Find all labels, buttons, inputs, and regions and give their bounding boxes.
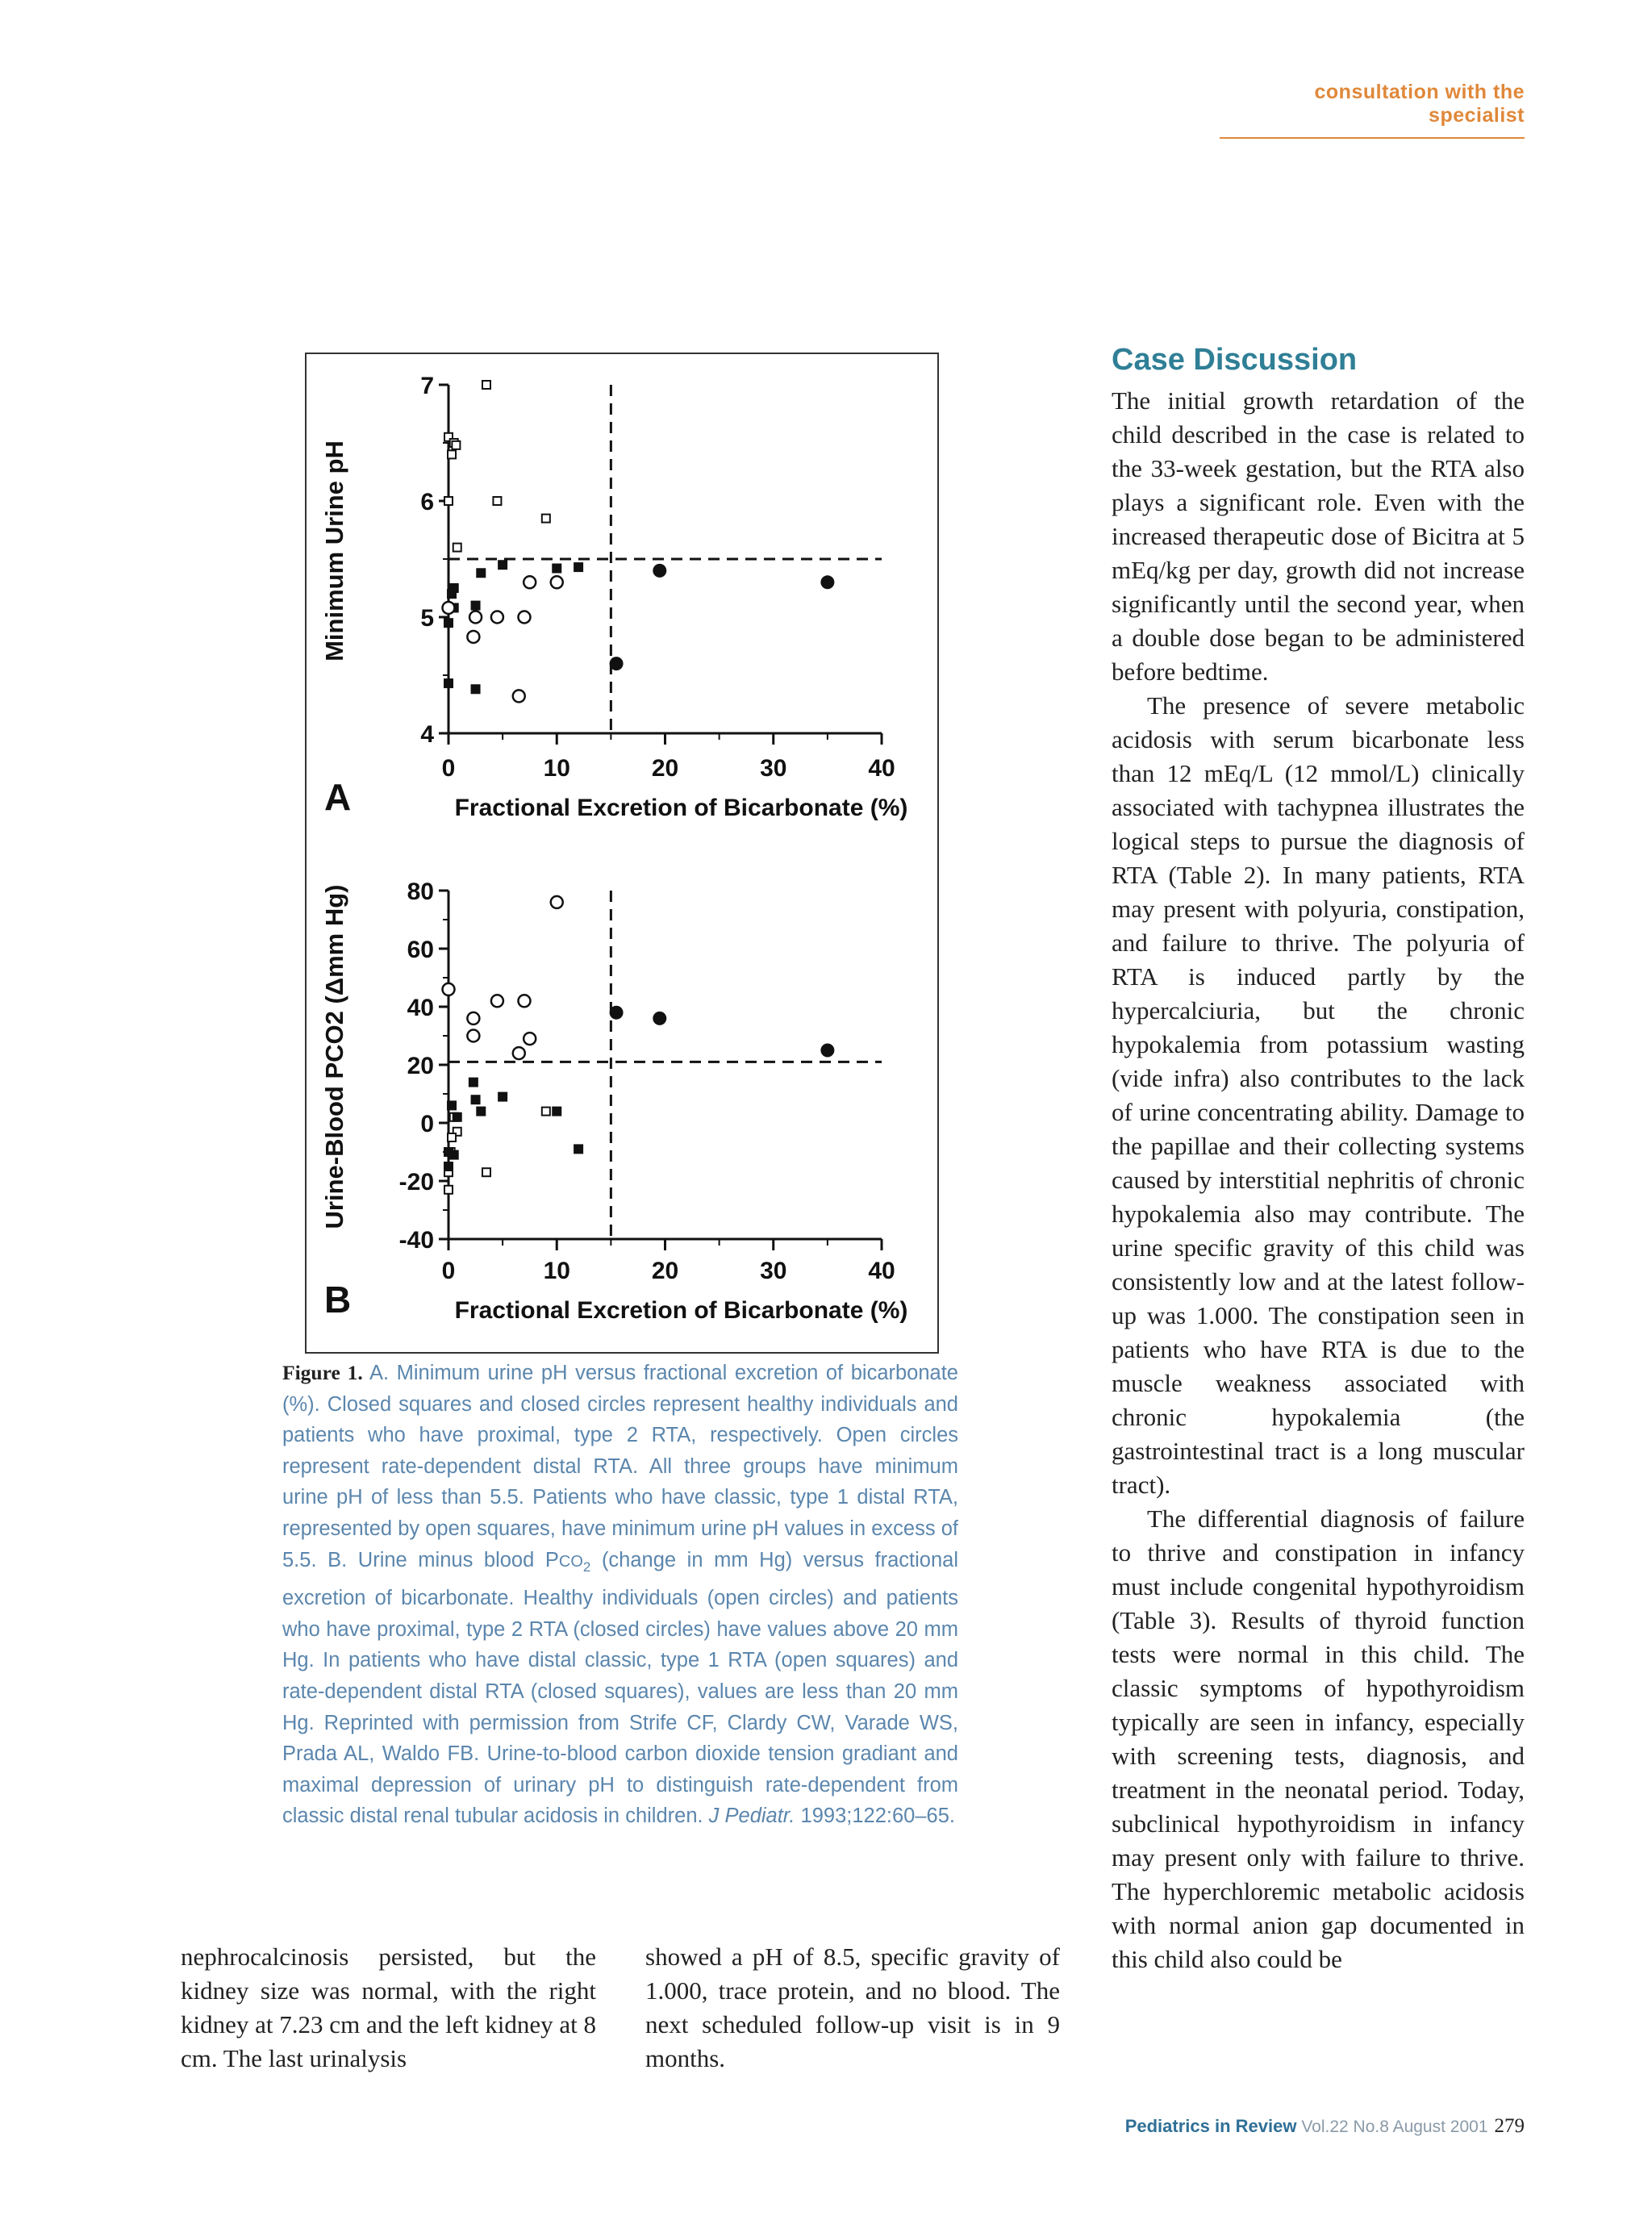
panel-b-open-circle-point	[491, 995, 503, 1007]
panel-b-y-axis-label: Urine-Blood PCO2 (Δmm Hg)	[320, 884, 348, 1229]
panel-b-open-circle-point	[467, 1012, 479, 1024]
panel-b-open-square-point	[444, 1186, 453, 1194]
panel-b-closed-square-point	[449, 1150, 459, 1160]
panel-b-y-tick-label: 20	[407, 1053, 434, 1079]
panel-b-open-circle-point	[443, 983, 455, 995]
panel-b-closed-square-point	[574, 1144, 583, 1154]
panel-b-open-circle-point	[524, 1033, 536, 1045]
panel-a-open-circle-point	[551, 576, 563, 588]
panel-a-closed-square-point	[471, 601, 481, 611]
panel-b-x-tick-label: 20	[651, 1258, 679, 1284]
panel-b-open-circle-point	[513, 1047, 525, 1059]
footer-issue: Vol.22 No.8 August 2001	[1301, 2118, 1488, 2136]
panel-b-closed-square-point	[552, 1107, 561, 1116]
panel-b-closed-square-point	[469, 1078, 478, 1087]
panel-b-closed-circle-point	[610, 1006, 624, 1020]
caption-text-1: A. Minimum urine pH versus fractional excretion of bicarbonate (%). Closed squares and closed circles represent healthy individuals and patients who have proximal, type 2 RTA, respectively. Open circles represent rate-dependent distal RTA. All three groups have minimum urine pH of less than 5.5. Patients who have classic, type 1 distal RTA, represented by open squares, have minimum urine pH values in excess of 5.5. B. Urine minus blood P	[282, 1362, 958, 1571]
panel-a-open-circle-point	[524, 576, 536, 588]
paragraph-1: The initial growth retardation of the child described in the case is related to the 33-week gestation, but the RTA also plays a significant role. Even with the increased therapeutic dose of Bicitra at 5 mEq/kg per day, growth did not increase significantly until the second year, when a double dose began to be administered before bedtime.	[1112, 386, 1525, 686]
panel-a-closed-circle-point	[653, 564, 666, 578]
panel-b-closed-circle-point	[653, 1012, 666, 1025]
panel-b-closed-square-point	[476, 1107, 486, 1116]
footer-journal: Pediatrics in Review	[1124, 2116, 1297, 2136]
panel-a-open-circle-point	[491, 611, 503, 624]
panel-b-x-tick-label: 40	[868, 1258, 895, 1284]
panel-b-closed-square-point	[447, 1100, 457, 1110]
panel-a-closed-circle-point	[610, 657, 624, 670]
right-column	[1112, 384, 1525, 1976]
panel-a-label: A	[324, 776, 352, 818]
panel-a-open-circle-point	[467, 631, 479, 643]
bottom-left-column	[181, 1940, 596, 2076]
panel-a-x-axis-label: Fractional Excretion of Bicarbonate (%)	[454, 795, 908, 821]
figure-1-plots	[307, 354, 937, 1352]
caption-pco2-sub2: 2	[582, 1559, 591, 1575]
panel-a-x-tick-label: 30	[760, 755, 787, 782]
panel-b-open-square-point	[448, 1133, 456, 1141]
bottom-middle-text: showed a pH of 8.5, specific gravity of 1.000, trace protein, and no blood. The next scheduled follow-up visit is in 9 months.	[645, 1942, 1060, 2072]
panel-b-x-tick-label: 10	[543, 1258, 570, 1284]
panel-b-open-square-point	[542, 1108, 550, 1116]
panel-a-open-square-point	[448, 450, 456, 458]
panel-a-x-tick-label: 0	[441, 755, 456, 782]
figure-1	[305, 353, 939, 1354]
panel-a-closed-square-point	[447, 589, 457, 599]
running-head: consultation with the specialist	[1220, 81, 1525, 139]
panel-b-label: B	[324, 1279, 352, 1321]
panel-b-y-tick-label: -40	[398, 1227, 434, 1254]
panel-a-open-circle-point	[513, 690, 525, 702]
caption-text-2: (change in mm Hg) versus fractional excretion of bicarbonate. Healthy individuals (open circles) and patients who have proximal, type 2 RTA (closed circles) have values above 20 mm Hg. In patients who have distal classic, type 1 RTA (open squares) and rate-dependent distal RTA (closed squares), values are less than 20 mm Hg. Reprinted with permission from Strife CF, Clardy CW, Varade WS, Prada AL, Waldo FB. Urine-to-blood carbon dioxide tension gradiant and maximal depression of urinary pH to distinguish rate-dependent from classic distal renal tubular acidosis in children.	[282, 1548, 958, 1828]
panel-b-closed-square-point	[453, 1112, 462, 1122]
panel-a-closed-square-point	[498, 560, 507, 570]
panel-b-y-tick-label: 40	[407, 995, 434, 1021]
panel-a-closed-square-point	[476, 568, 486, 578]
paragraph-2: The presence of severe metabolic acidosis with serum bicarbonate less than 12 mEq/L (12 mmol/L) clinically associated with tachypnea illustrates the logical steps to pursue the diagnosis of RTA (Table 2). In many patients, RTA may present with polyuria, constipation, and failure to thrive. The polyuria of RTA is induced partly by the hypercalciuria, but the chronic hypokalemia from potassium wasting (vide infra) also contributes to the lack of urine concentrating ability. Damage to the papillae and their collecting systems caused by interstitial nephritis of chronic hypokalemia also may contribute. The urine specific gravity of this child was consistently low and at the latest follow-up was 1.000. The constipation seen in patients who have RTA is due to the muscle weakness associated with chronic hypokalemia (the gastrointestinal tract is a long muscular tract).	[1112, 691, 1525, 1499]
panel-b-y-tick-label: 80	[407, 878, 434, 905]
panel-a-closed-square-point	[574, 562, 583, 572]
bottom-left-text: nephrocalcinosis persisted, but the kidney size was normal, with the right kidney at 7.23 cm and the left kidney at 8 cm. The last urinalysis	[181, 1942, 596, 2072]
panel-a-x-tick-label: 10	[543, 755, 570, 782]
panel-b-y-tick-label: 0	[420, 1111, 434, 1137]
section-heading: Case Discussion	[1112, 343, 1358, 377]
bottom-middle-column	[645, 1940, 1060, 2076]
caption-pco2-sub: CO	[558, 1552, 583, 1571]
figure-label: Figure 1.	[282, 1361, 363, 1384]
panel-b-x-axis-label: Fractional Excretion of Bicarbonate (%)	[454, 1297, 908, 1324]
panel-b-open-circle-point	[467, 1030, 479, 1042]
panel-b-x-tick-label: 0	[441, 1258, 456, 1284]
panel-a-closed-square-point	[444, 618, 453, 628]
panel-a-open-square-point	[482, 381, 490, 389]
panel-a-open-circle-point	[443, 602, 455, 614]
page-footer	[1125, 2115, 1525, 2138]
panel-b-closed-square-point	[471, 1095, 481, 1104]
panel-a-open-square-point	[542, 515, 550, 523]
caption-journal: J Pediatr.	[708, 1805, 795, 1828]
panel-b-open-circle-point	[551, 896, 563, 908]
panel-a-closed-circle-point	[820, 575, 834, 589]
paragraph-3: The differential diagnosis of failure to thrive and constipation in infancy must include congenital hypothyroidism (Table 3). Results of thyroid function tests were normal in this child. The classic symptoms of hypothyroidism typically are seen in infancy, especially with screening tests, diagnosis, and treatment in the neonatal period. Today, subclinical hypothyroidism in infancy may present only with failure to thrive. The hyperchloremic metabolic acidosis with normal anion gap documented in this child also could be	[1112, 1504, 1525, 1973]
panel-b-open-square-point	[482, 1168, 490, 1176]
panel-a-y-axis-label: Minimum Urine pH	[320, 440, 348, 661]
figure-caption	[282, 1358, 958, 1832]
panel-a-open-square-point	[444, 497, 453, 505]
panel-a-open-square-point	[453, 544, 461, 552]
panel-b-closed-square-point	[498, 1092, 507, 1102]
panel-a-open-circle-point	[469, 611, 482, 624]
panel-a-y-tick-label: 5	[420, 605, 434, 632]
caption-citation: 1993;122:60–65.	[795, 1805, 955, 1828]
panel-a-closed-square-point	[471, 684, 481, 694]
panel-a-open-square-point	[452, 441, 460, 449]
panel-a-x-tick-label: 20	[651, 755, 679, 782]
panel-b-x-tick-label: 30	[760, 1258, 787, 1284]
panel-b-y-tick-label: 60	[407, 937, 434, 963]
panel-a-y-tick-label: 4	[420, 721, 434, 748]
panel-a-x-tick-label: 40	[868, 755, 895, 782]
panel-a-closed-square-point	[444, 678, 453, 688]
panel-a-open-circle-point	[518, 611, 530, 624]
panel-b-closed-circle-point	[820, 1044, 834, 1058]
panel-a-closed-square-point	[552, 564, 561, 574]
panel-b-closed-square-point	[444, 1162, 453, 1171]
panel-b-y-tick-label: -20	[398, 1169, 434, 1196]
panel-a-y-tick-label: 6	[420, 489, 434, 515]
panel-a-open-square-point	[493, 497, 501, 505]
page-number: 279	[1494, 2115, 1525, 2137]
panel-b-open-circle-point	[518, 995, 530, 1007]
panel-a-y-tick-label: 7	[420, 373, 434, 399]
